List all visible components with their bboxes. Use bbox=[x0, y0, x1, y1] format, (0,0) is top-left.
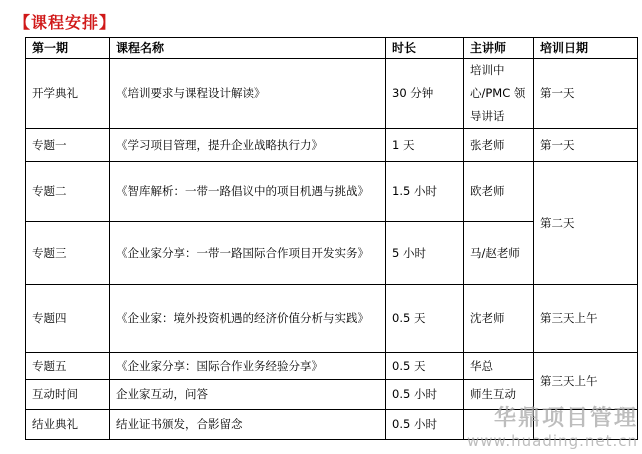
cell-date: 第三天上午 bbox=[534, 353, 638, 410]
table-row bbox=[26, 59, 638, 129]
table-header-row bbox=[26, 38, 638, 59]
cell-lecturer: 马/赵老师 bbox=[464, 222, 534, 285]
table-row bbox=[26, 129, 638, 162]
cell-phase: 专题一 bbox=[26, 129, 110, 162]
cell-lecturer: 沈老师 bbox=[464, 285, 534, 353]
cell-duration: 0.5 小时 bbox=[386, 380, 464, 410]
cell-duration: 0.5 小时 bbox=[386, 410, 464, 440]
schedule-table bbox=[25, 37, 638, 440]
cell-duration: 30 分钟 bbox=[386, 59, 464, 129]
cell-course: 《企业家分享：一带一路国际合作项目开发实务》 bbox=[110, 222, 386, 285]
cell-duration: 1.5 小时 bbox=[386, 162, 464, 222]
cell-lecturer: 培训中心/PMC 领导讲话 bbox=[464, 59, 534, 129]
cell-duration: 0.5 天 bbox=[386, 353, 464, 380]
cell-course: 《智库解析：一带一路倡议中的项目机遇与挑战》 bbox=[110, 162, 386, 222]
cell-phase: 专题五 bbox=[26, 353, 110, 380]
cell-phase: 专题四 bbox=[26, 285, 110, 353]
cell-phase: 结业典礼 bbox=[26, 410, 110, 440]
cell-duration: 0.5 天 bbox=[386, 285, 464, 353]
header-course: 课程名称 bbox=[110, 38, 386, 59]
header-date: 培训日期 bbox=[534, 38, 638, 59]
cell-phase: 专题二 bbox=[26, 162, 110, 222]
cell-course: 《培训要求与课程设计解读》 bbox=[110, 59, 386, 129]
cell-course: 结业证书颁发，合影留念 bbox=[110, 410, 386, 440]
page-title: 【课程安排】 bbox=[14, 13, 117, 32]
header-phase: 第一期 bbox=[26, 38, 110, 59]
cell-course: 《企业家：境外投资机遇的经济价值分析与实践》 bbox=[110, 285, 386, 353]
header-duration: 时长 bbox=[386, 38, 464, 59]
cell-lecturer: 欧老师 bbox=[464, 162, 534, 222]
cell-duration: 1 天 bbox=[386, 129, 464, 162]
table-row bbox=[26, 162, 638, 222]
cell-phase: 互动时间 bbox=[26, 380, 110, 410]
cell-date: 第一天 bbox=[534, 59, 638, 129]
cell-lecturer bbox=[464, 410, 534, 440]
cell-course: 《学习项目管理，提升企业战略执行力》 bbox=[110, 129, 386, 162]
cell-date bbox=[534, 410, 638, 440]
cell-duration: 5 小时 bbox=[386, 222, 464, 285]
table-row bbox=[26, 353, 638, 380]
cell-phase: 专题三 bbox=[26, 222, 110, 285]
cell-lecturer: 师生互动 bbox=[464, 380, 534, 410]
cell-date: 第一天 bbox=[534, 129, 638, 162]
cell-lecturer: 张老师 bbox=[464, 129, 534, 162]
header-lecturer: 主讲师 bbox=[464, 38, 534, 59]
cell-date: 第二天 bbox=[534, 162, 638, 285]
table-row bbox=[26, 285, 638, 353]
cell-course: 《企业家分享：国际合作业务经验分享》 bbox=[110, 353, 386, 380]
cell-date: 第三天上午 bbox=[534, 285, 638, 353]
watermark-url: www.huading.net.cn bbox=[466, 432, 638, 450]
cell-lecturer: 华总 bbox=[464, 353, 534, 380]
table-row bbox=[26, 410, 638, 440]
watermark-brand: 华鼎项目管理 bbox=[493, 406, 638, 431]
cell-phase: 开学典礼 bbox=[26, 59, 110, 129]
cell-course: 企业家互动，问答 bbox=[110, 380, 386, 410]
